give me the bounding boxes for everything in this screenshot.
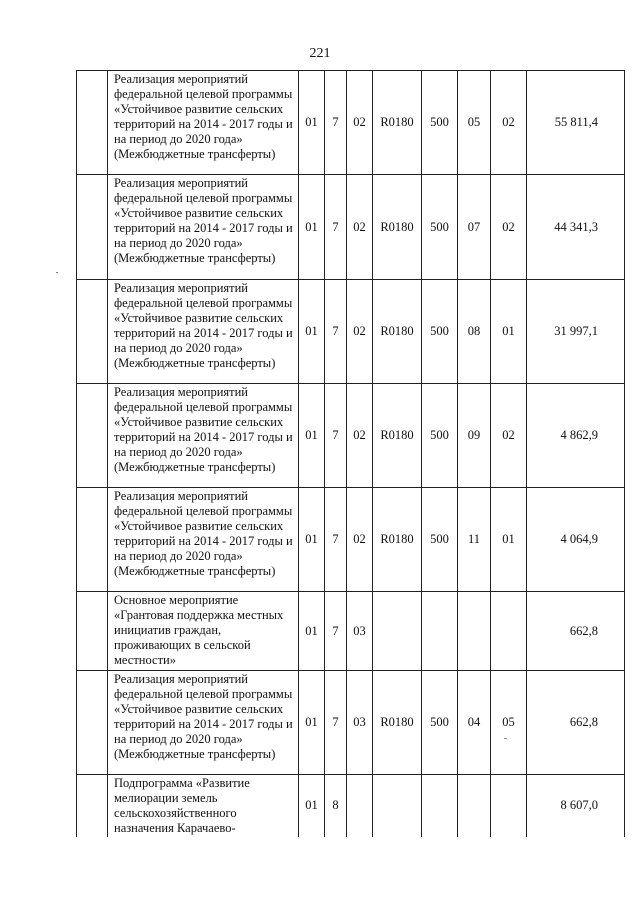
code-cell: 7 <box>325 71 347 175</box>
scan-speck <box>504 738 507 739</box>
scan-speck <box>56 272 58 273</box>
item-name-cell: Реализация мероприятий федеральной целевой программы «Устойчивое развитие сельских территорий на 2014 - 2017 годы и на период до 2020 года» (Межбюджетные трансферты) <box>108 384 299 488</box>
item-name-cell: Основное мероприятие «Грантовая поддержка местных инициатив граждан, проживающих в сельской местности» <box>108 592 299 671</box>
code-cell: 02 <box>347 175 373 280</box>
table-row <box>77 71 625 175</box>
table-row <box>77 671 625 775</box>
code-cell: 01 <box>491 280 527 384</box>
code-cell: 500 <box>422 384 458 488</box>
row-blank-cell <box>77 775 108 837</box>
code-cell: 05 <box>458 71 491 175</box>
amount-cell: 662,8 <box>527 592 625 671</box>
budget-table <box>76 70 625 837</box>
code-cell <box>491 592 527 671</box>
code-cell: 500 <box>422 280 458 384</box>
row-blank-cell <box>77 384 108 488</box>
row-blank-cell <box>77 175 108 280</box>
amount-cell: 31 997,1 <box>527 280 625 384</box>
item-name-cell: Подпрограмма «Развитие мелиорации земель сельскохозяйственного назначения Карачаево- <box>108 775 299 837</box>
code-cell: 09 <box>458 384 491 488</box>
amount-cell: 55 811,4 <box>527 71 625 175</box>
amount-cell: 662,8 <box>527 671 625 775</box>
item-name-cell: Реализация мероприятий федеральной целевой программы «Устойчивое развитие сельских территорий на 2014 - 2017 годы и на период до 2020 года» (Межбюджетные трансферты) <box>108 71 299 175</box>
code-cell: 01 <box>299 488 325 592</box>
code-cell: R0180 <box>373 488 422 592</box>
item-name-cell: Реализация мероприятий федеральной целевой программы «Устойчивое развитие сельских территорий на 2014 - 2017 годы и на период до 2020 года» (Межбюджетные трансферты) <box>108 280 299 384</box>
code-cell <box>347 775 373 837</box>
amount-cell: 4 862,9 <box>527 384 625 488</box>
row-blank-cell <box>77 71 108 175</box>
code-cell: 01 <box>299 775 325 837</box>
code-cell: 01 <box>299 671 325 775</box>
code-cell <box>458 592 491 671</box>
code-cell: 7 <box>325 384 347 488</box>
code-cell: 01 <box>299 384 325 488</box>
code-cell: 01 <box>299 592 325 671</box>
code-cell: 7 <box>325 280 347 384</box>
code-cell: R0180 <box>373 71 422 175</box>
code-cell: 03 <box>347 671 373 775</box>
code-cell: 02 <box>347 384 373 488</box>
code-cell: 7 <box>325 671 347 775</box>
code-cell: 05 <box>491 671 527 775</box>
page-number: 221 <box>309 46 331 61</box>
code-cell: 500 <box>422 671 458 775</box>
code-cell: 07 <box>458 175 491 280</box>
item-name-cell: Реализация мероприятий федеральной целевой программы «Устойчивое развитие сельских территорий на 2014 - 2017 годы и на период до 2020 года» (Межбюджетные трансферты) <box>108 488 299 592</box>
code-cell: 500 <box>422 175 458 280</box>
code-cell: 01 <box>299 175 325 280</box>
code-cell: 500 <box>422 488 458 592</box>
code-cell: 02 <box>491 384 527 488</box>
code-cell: 03 <box>347 592 373 671</box>
code-cell: 02 <box>347 71 373 175</box>
code-cell: R0180 <box>373 175 422 280</box>
row-blank-cell <box>77 592 108 671</box>
code-cell <box>491 775 527 837</box>
table-row <box>77 775 625 837</box>
code-cell: 02 <box>491 71 527 175</box>
row-blank-cell <box>77 280 108 384</box>
table-row <box>77 175 625 280</box>
row-blank-cell <box>77 671 108 775</box>
table-row <box>77 384 625 488</box>
code-cell: 02 <box>491 175 527 280</box>
table-row <box>77 280 625 384</box>
amount-cell: 44 341,3 <box>527 175 625 280</box>
code-cell: 08 <box>458 280 491 384</box>
code-cell: 11 <box>458 488 491 592</box>
code-cell: R0180 <box>373 384 422 488</box>
code-cell: R0180 <box>373 671 422 775</box>
amount-cell: 8 607,0 <box>527 775 625 837</box>
code-cell <box>373 592 422 671</box>
code-cell: 01 <box>299 280 325 384</box>
row-blank-cell <box>77 488 108 592</box>
code-cell: 7 <box>325 592 347 671</box>
code-cell: 02 <box>347 488 373 592</box>
code-cell: 8 <box>325 775 347 837</box>
code-cell <box>422 592 458 671</box>
code-cell: R0180 <box>373 280 422 384</box>
code-cell: 01 <box>491 488 527 592</box>
code-cell: 04 <box>458 671 491 775</box>
code-cell: 02 <box>347 280 373 384</box>
item-name-cell: Реализация мероприятий федеральной целевой программы «Устойчивое развитие сельских территорий на 2014 - 2017 годы и на период до 2020 года» (Межбюджетные трансферты) <box>108 671 299 775</box>
amount-cell: 4 064,9 <box>527 488 625 592</box>
code-cell: 01 <box>299 71 325 175</box>
code-cell: 7 <box>325 175 347 280</box>
code-cell <box>422 775 458 837</box>
code-cell <box>458 775 491 837</box>
item-name-cell: Реализация мероприятий федеральной целевой программы «Устойчивое развитие сельских территорий на 2014 - 2017 годы и на период до 2020 года» (Межбюджетные трансферты) <box>108 175 299 280</box>
code-cell: 7 <box>325 488 347 592</box>
code-cell <box>373 775 422 837</box>
code-cell: 500 <box>422 71 458 175</box>
table-row <box>77 592 625 671</box>
table-row <box>77 488 625 592</box>
